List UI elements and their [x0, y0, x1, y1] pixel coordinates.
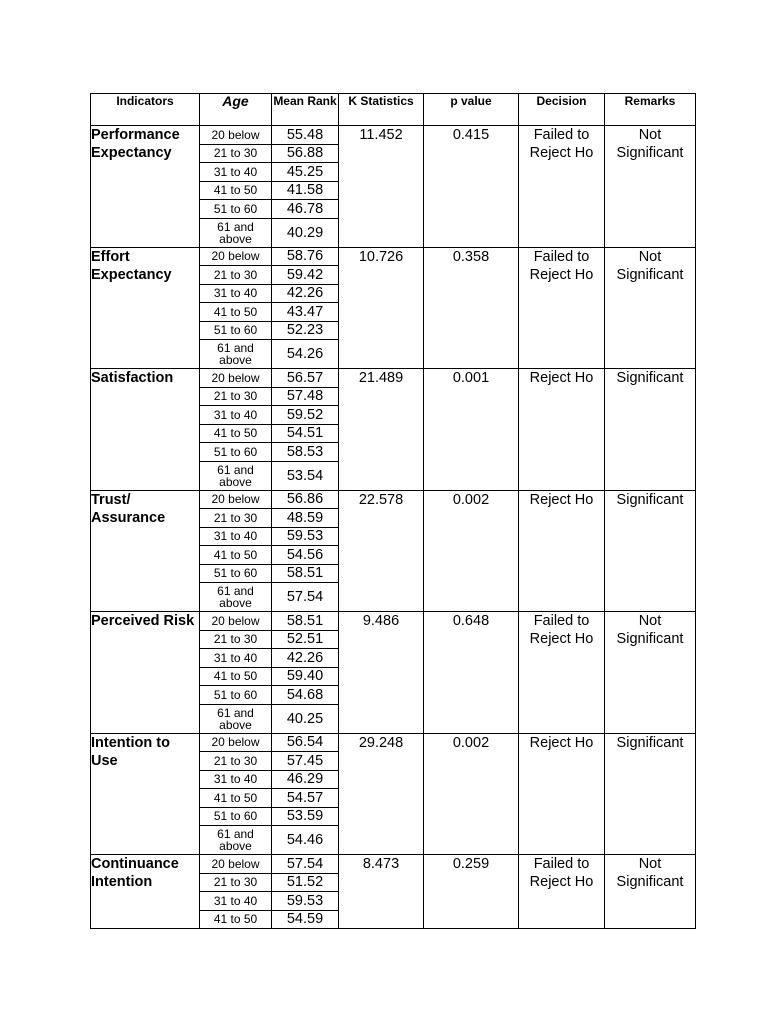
- age-group-cell: 41 to 50: [200, 424, 272, 443]
- age-group-cell: 51 to 60: [200, 807, 272, 826]
- age-group-cell: 21 to 30: [200, 144, 272, 163]
- remarks-cell: Significant: [605, 369, 696, 491]
- age-group-cell: 61 and above: [200, 704, 272, 733]
- k-statistic-cell: 11.452: [339, 126, 424, 248]
- mean-rank-cell: 40.29: [272, 218, 339, 247]
- mean-rank-cell: 41.58: [272, 181, 339, 200]
- age-group-cell: 21 to 30: [200, 387, 272, 406]
- mean-rank-cell: 48.59: [272, 509, 339, 528]
- mean-rank-cell: 58.53: [272, 443, 339, 462]
- age-group-cell: 61 and above: [200, 461, 272, 490]
- indicator-cell: Continuance Intention: [91, 855, 200, 929]
- age-group-cell: 51 to 60: [200, 686, 272, 705]
- k-statistic-cell: 9.486: [339, 612, 424, 734]
- header-mean-rank: Mean Rank: [272, 94, 339, 126]
- header-k-statistics: K Statistics: [339, 94, 424, 126]
- decision-cell: Failed to Reject Ho: [519, 126, 605, 248]
- mean-rank-cell: 55.48: [272, 126, 339, 145]
- mean-rank-cell: 56.86: [272, 490, 339, 509]
- remarks-cell: Significant: [605, 490, 696, 612]
- p-value-cell: 0.358: [424, 247, 519, 369]
- age-group-cell: 20 below: [200, 126, 272, 145]
- header-age: Age: [200, 94, 272, 126]
- age-group-cell: 31 to 40: [200, 770, 272, 789]
- mean-rank-cell: 59.52: [272, 406, 339, 425]
- mean-rank-cell: 53.54: [272, 461, 339, 490]
- p-value-cell: 0.001: [424, 369, 519, 491]
- header-decision: Decision: [519, 94, 605, 126]
- mean-rank-cell: 52.23: [272, 321, 339, 340]
- age-group-cell: 21 to 30: [200, 752, 272, 771]
- mean-rank-cell: 54.57: [272, 789, 339, 808]
- table-body: [91, 126, 696, 929]
- age-group-cell: 61 and above: [200, 583, 272, 612]
- age-group-cell: 61 and above: [200, 340, 272, 369]
- mean-rank-cell: 52.51: [272, 630, 339, 649]
- mean-rank-cell: 59.53: [272, 892, 339, 911]
- mean-rank-cell: 58.51: [272, 612, 339, 631]
- indicator-cell: Satisfaction: [91, 369, 200, 491]
- table-row: [91, 126, 696, 145]
- age-group-cell: 20 below: [200, 369, 272, 388]
- k-statistic-cell: 22.578: [339, 490, 424, 612]
- mean-rank-cell: 42.26: [272, 284, 339, 303]
- mean-rank-cell: 58.51: [272, 564, 339, 583]
- remarks-cell: Not Significant: [605, 247, 696, 369]
- decision-cell: Failed to Reject Ho: [519, 612, 605, 734]
- age-group-cell: 31 to 40: [200, 649, 272, 668]
- mean-rank-cell: 54.26: [272, 340, 339, 369]
- decision-cell: Failed to Reject Ho: [519, 247, 605, 369]
- p-value-cell: 0.415: [424, 126, 519, 248]
- age-group-cell: 41 to 50: [200, 667, 272, 686]
- age-group-cell: 21 to 30: [200, 509, 272, 528]
- k-statistic-cell: 8.473: [339, 855, 424, 929]
- age-group-cell: 41 to 50: [200, 789, 272, 808]
- table-row: [91, 855, 696, 874]
- mean-rank-cell: 59.40: [272, 667, 339, 686]
- remarks-cell: Not Significant: [605, 612, 696, 734]
- mean-rank-cell: 42.26: [272, 649, 339, 668]
- decision-cell: Reject Ho: [519, 733, 605, 855]
- mean-rank-cell: 57.48: [272, 387, 339, 406]
- p-value-cell: 0.002: [424, 733, 519, 855]
- age-group-cell: 21 to 30: [200, 630, 272, 649]
- age-group-cell: 20 below: [200, 490, 272, 509]
- age-group-cell: 51 to 60: [200, 200, 272, 219]
- age-group-cell: 61 and above: [200, 218, 272, 247]
- age-group-cell: 31 to 40: [200, 163, 272, 182]
- mean-rank-cell: 57.45: [272, 752, 339, 771]
- age-group-cell: 31 to 40: [200, 527, 272, 546]
- mean-rank-cell: 46.78: [272, 200, 339, 219]
- table-row: [91, 612, 696, 631]
- mean-rank-cell: 56.57: [272, 369, 339, 388]
- table-row: [91, 490, 696, 509]
- header-remarks: Remarks: [605, 94, 696, 126]
- mean-rank-cell: 57.54: [272, 583, 339, 612]
- age-group-cell: 51 to 60: [200, 443, 272, 462]
- age-group-cell: 51 to 60: [200, 564, 272, 583]
- age-group-cell: 51 to 60: [200, 321, 272, 340]
- decision-cell: Reject Ho: [519, 490, 605, 612]
- age-group-cell: 20 below: [200, 733, 272, 752]
- age-group-cell: 61 and above: [200, 826, 272, 855]
- table-row: [91, 369, 696, 388]
- mean-rank-cell: 40.25: [272, 704, 339, 733]
- indicator-cell: Effort Expectancy: [91, 247, 200, 369]
- indicator-cell: Intention to Use: [91, 733, 200, 855]
- age-group-cell: 20 below: [200, 855, 272, 874]
- remarks-cell: Not Significant: [605, 855, 696, 929]
- mean-rank-cell: 51.52: [272, 873, 339, 892]
- mean-rank-cell: 46.29: [272, 770, 339, 789]
- mean-rank-cell: 54.59: [272, 910, 339, 929]
- age-group-cell: 21 to 30: [200, 873, 272, 892]
- mean-rank-cell: 54.51: [272, 424, 339, 443]
- mean-rank-cell: 54.56: [272, 546, 339, 565]
- decision-cell: Failed to Reject Ho: [519, 855, 605, 929]
- mean-rank-cell: 54.46: [272, 826, 339, 855]
- mean-rank-cell: 58.76: [272, 247, 339, 266]
- mean-rank-cell: 54.68: [272, 686, 339, 705]
- mean-rank-cell: 53.59: [272, 807, 339, 826]
- p-value-cell: 0.002: [424, 490, 519, 612]
- age-group-cell: 20 below: [200, 612, 272, 631]
- mean-rank-cell: 59.42: [272, 266, 339, 285]
- age-group-cell: 20 below: [200, 247, 272, 266]
- mean-rank-cell: 59.53: [272, 527, 339, 546]
- indicator-cell: Perceived Risk: [91, 612, 200, 734]
- age-group-cell: 31 to 40: [200, 892, 272, 911]
- age-group-cell: 41 to 50: [200, 910, 272, 929]
- age-group-cell: 31 to 40: [200, 284, 272, 303]
- table-row: [91, 733, 696, 752]
- header-p-value: p value: [424, 94, 519, 126]
- age-group-cell: 41 to 50: [200, 546, 272, 565]
- age-group-cell: 41 to 50: [200, 181, 272, 200]
- mean-rank-cell: 43.47: [272, 303, 339, 322]
- k-statistic-cell: 10.726: [339, 247, 424, 369]
- mean-rank-cell: 57.54: [272, 855, 339, 874]
- age-group-cell: 21 to 30: [200, 266, 272, 285]
- remarks-cell: Significant: [605, 733, 696, 855]
- mean-rank-cell: 56.54: [272, 733, 339, 752]
- p-value-cell: 0.648: [424, 612, 519, 734]
- mean-rank-cell: 56.88: [272, 144, 339, 163]
- header-indicators: Indicators: [91, 94, 200, 126]
- remarks-cell: Not Significant: [605, 126, 696, 248]
- mean-rank-cell: 45.25: [272, 163, 339, 182]
- age-group-cell: 41 to 50: [200, 303, 272, 322]
- kruskal-wallis-table: [90, 93, 696, 929]
- k-statistic-cell: 21.489: [339, 369, 424, 491]
- indicator-cell: Performance Expectancy: [91, 126, 200, 248]
- age-group-cell: 31 to 40: [200, 406, 272, 425]
- decision-cell: Reject Ho: [519, 369, 605, 491]
- table-row: [91, 247, 696, 266]
- p-value-cell: 0.259: [424, 855, 519, 929]
- table-header-row: [91, 94, 696, 126]
- k-statistic-cell: 29.248: [339, 733, 424, 855]
- indicator-cell: Trust/ Assurance: [91, 490, 200, 612]
